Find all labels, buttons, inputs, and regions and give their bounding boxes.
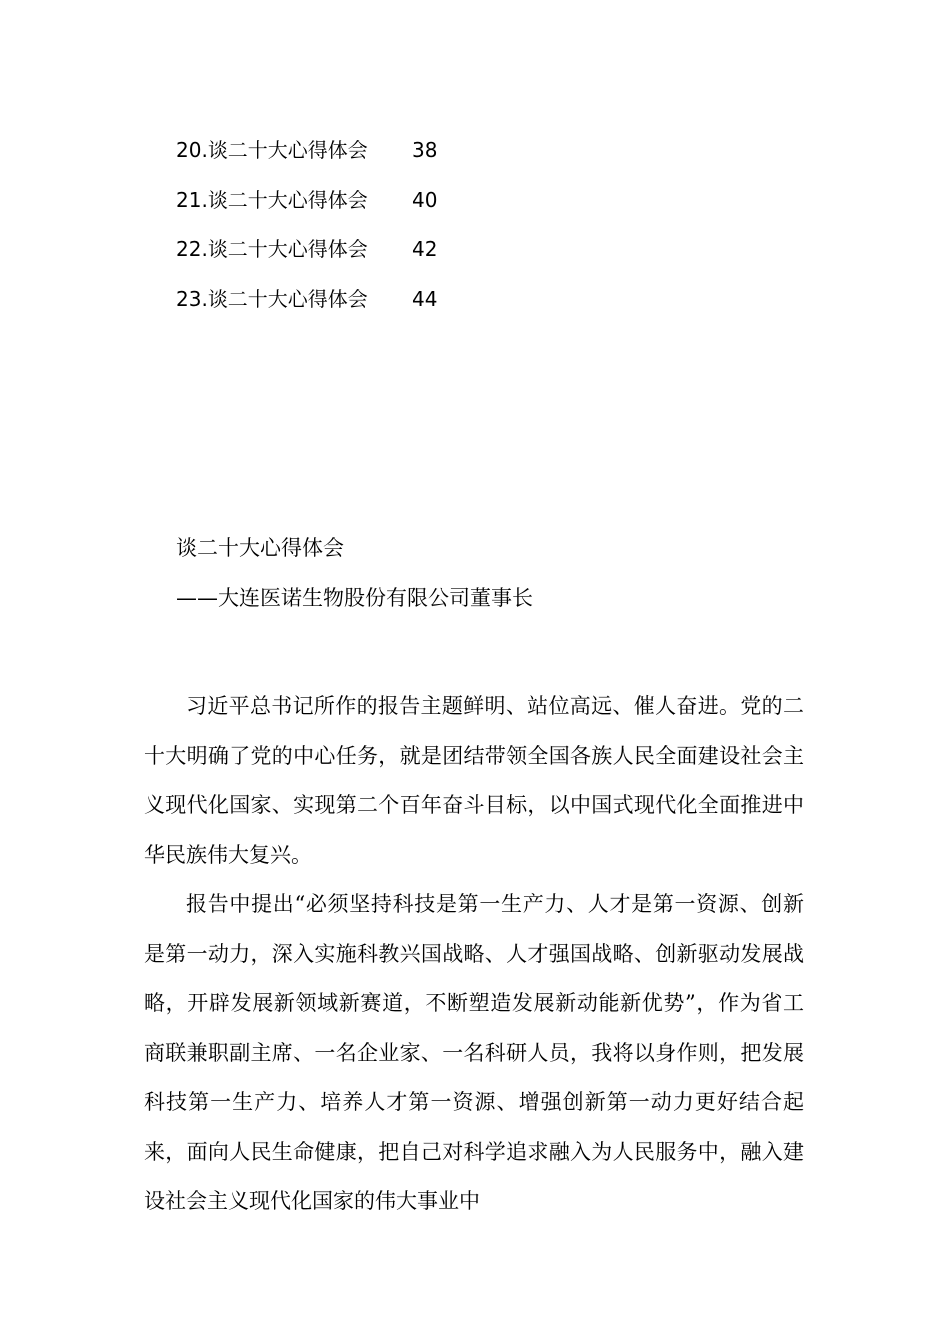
- toc-entry-page: 38: [412, 138, 438, 162]
- toc-entry-title: 谈二十大心得体会: [207, 237, 368, 261]
- toc-entry-page: 42: [412, 237, 438, 261]
- toc-entry-number: 20.: [176, 138, 208, 162]
- toc-entry-page: 44: [412, 286, 438, 311]
- toc-entry-title: 谈二十大心得体会: [207, 138, 368, 162]
- article-paragraph: 习近平总书记所作的报告主题鲜明、站位高远、催人奋进。党的二十大明确了党的中心任务，就是团结带领全国各族人民全面建设社会主义现代化国家、实现第二个百年奋斗目标，以中国式现代化全面推进中华民族伟大复兴。: [144, 694, 804, 867]
- article-paragraph: 报告中提出“必须坚持科技是第一生产力、人才是第一资源、创新是第一动力，深入实施科教兴国战略、人才强国战略、创新驱动发展战略，开辟发展新领域新赛道，不断塑造发展新动能新优势”，作为省工商联兼职副主席、一名企业家、一名科研人员，我将以身作则，把发展科技第一生产力、培养人才第一资源、增强创新第一动力更好结合起来，面向人民生命健康，把自己对科学追求融入为人民服务中，融入建设社会主义现代化国家的伟大事业中: [144, 892, 804, 1213]
- toc-entry-title: 谈二十大心得体会: [207, 187, 368, 212]
- toc-entry[interactable]: [176, 233, 438, 283]
- toc-entry-number: 23.: [176, 286, 208, 311]
- article-subtitle: ——大连医诺生物股份有限公司董事长: [176, 586, 533, 610]
- toc-entry[interactable]: [176, 134, 438, 184]
- toc-entry-number: 21.: [176, 187, 208, 212]
- toc-entry-title: 谈二十大心得体会: [207, 286, 368, 311]
- toc-entry-page: 40: [412, 187, 438, 212]
- table-of-contents: [176, 134, 438, 332]
- article-title: 谈二十大心得体会: [176, 536, 344, 560]
- toc-entry[interactable]: [176, 283, 438, 333]
- toc-entry-number: 22.: [176, 237, 208, 261]
- article-body: [144, 682, 804, 1227]
- toc-entry[interactable]: [176, 184, 438, 234]
